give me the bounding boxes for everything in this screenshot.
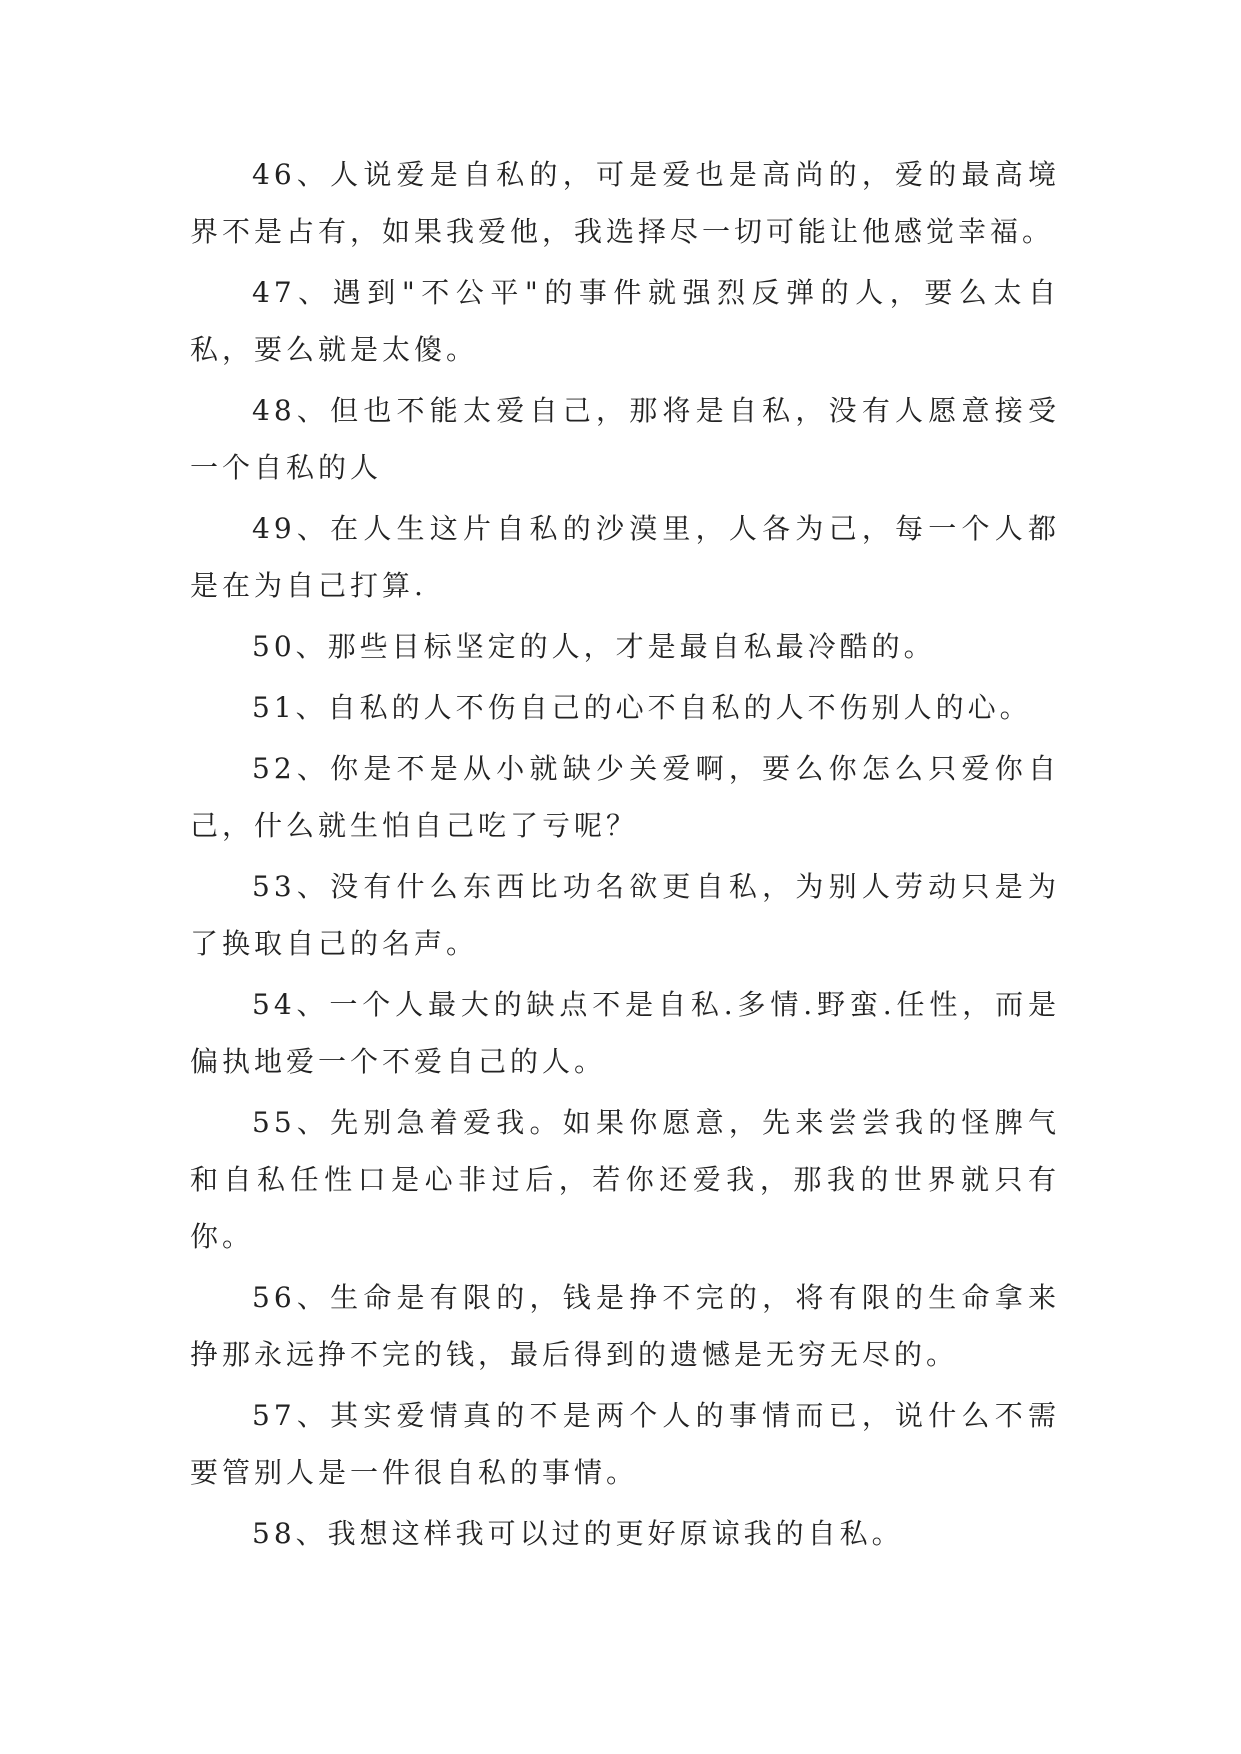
quote-paragraph-58: 58、我想这样我可以过的更好原谅我的自私。 bbox=[252, 1517, 904, 1550]
quote-paragraph-56: 56、生命是有限的，钱是挣不完的，将有限的生命拿来挣那永远挣不完的钱，最后得到的遗憾是无穷无尽的。 bbox=[190, 1281, 1060, 1371]
quote-paragraph-46: 46、人说爱是自私的，可是爱也是高尚的，爱的最高境界不是占有，如果我爱他，我选择尽一切可能让他感觉幸福。 bbox=[190, 158, 1060, 248]
quote-paragraph-47: 47、遇到"不公平"的事件就强烈反弹的人，要么太自私，要么就是太傻。 bbox=[190, 276, 1060, 366]
quote-paragraph-54: 54、一个人最大的缺点不是自私.多情.野蛮.任性，而是偏执地爱一个不爱自己的人。 bbox=[190, 988, 1060, 1078]
quote-paragraph-57: 57、其实爱情真的不是两个人的事情而已，说什么不需要管别人是一件很自私的事情。 bbox=[190, 1399, 1060, 1489]
document-body bbox=[190, 146, 1060, 1566]
quote-paragraph-52: 52、你是不是从小就缺少关爱啊，要么你怎么只爱你自己，什么就生怕自己吃了亏呢？ bbox=[190, 752, 1060, 842]
quote-paragraph-55: 55、先别急着爱我。如果你愿意，先来尝尝我的怪脾气和自私任性口是心非过后，若你还爱我，那我的世界就只有你。 bbox=[190, 1106, 1060, 1253]
quote-paragraph-48: 48、但也不能太爱自己，那将是自私，没有人愿意接受一个自私的人 bbox=[190, 394, 1060, 484]
quote-paragraph-53: 53、没有什么东西比功名欲更自私，为别人劳动只是为了换取自己的名声。 bbox=[190, 870, 1060, 960]
quote-paragraph-50: 50、那些目标坚定的人，才是最自私最冷酷的。 bbox=[252, 630, 936, 663]
quote-paragraph-51: 51、自私的人不伤自己的心不自私的人不伤别人的心。 bbox=[252, 691, 1032, 724]
quote-paragraph-49: 49、在人生这片自私的沙漠里，人各为己，每一个人都是在为自己打算. bbox=[190, 512, 1060, 602]
